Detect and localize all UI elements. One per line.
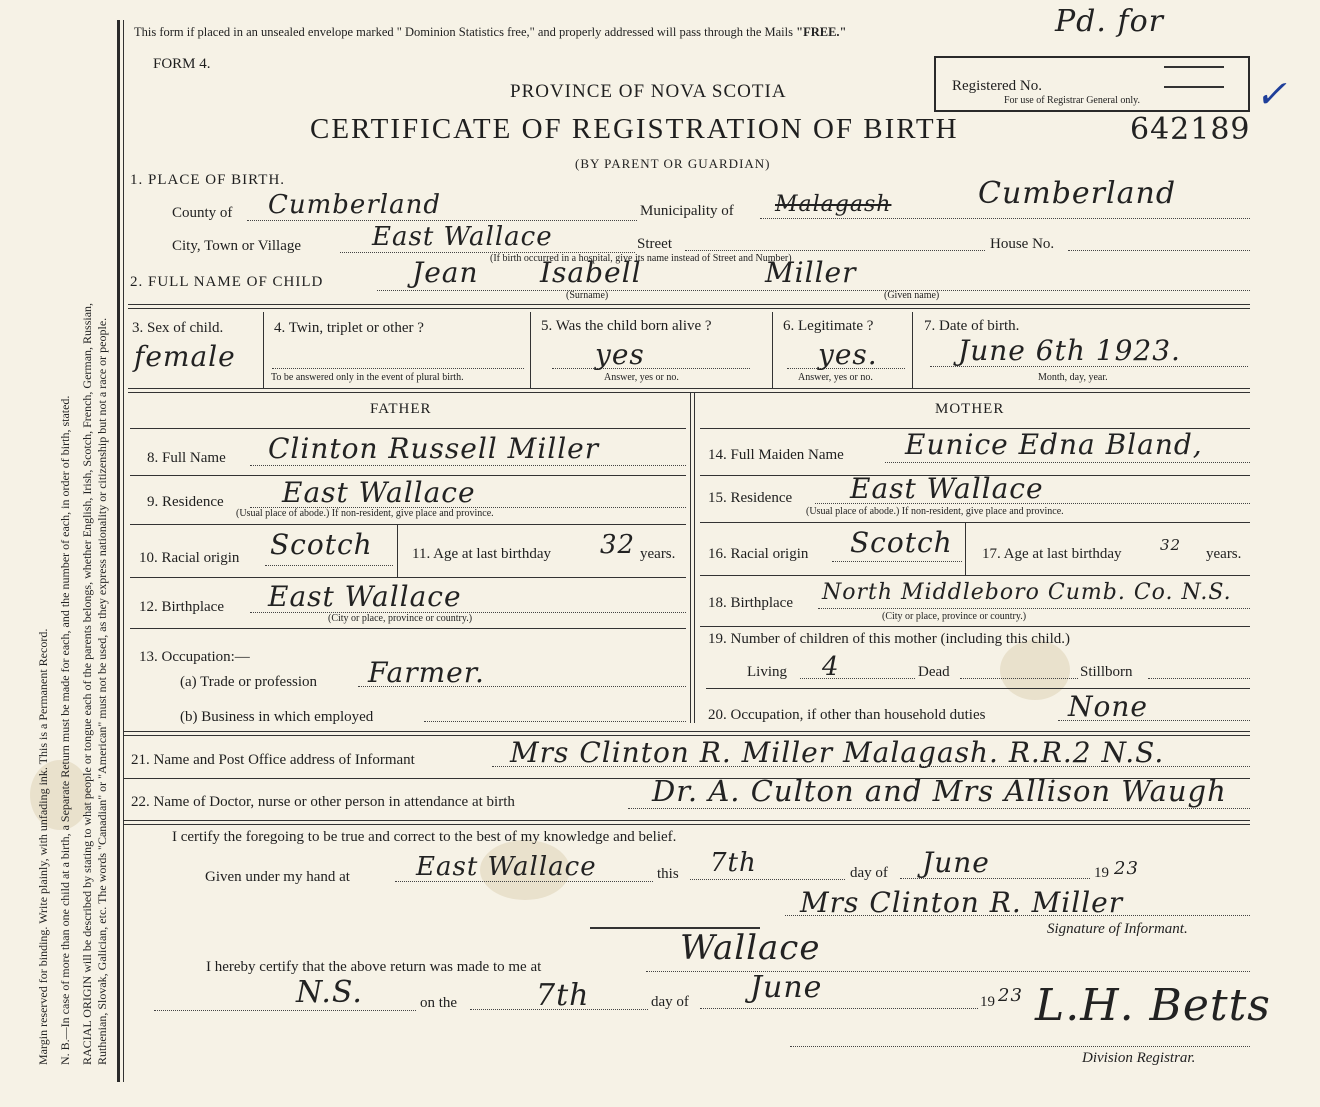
cert-month: June: [922, 846, 990, 879]
mother-occ-label: 20. Occupation, if other than household duties: [708, 707, 986, 723]
county-value: Cumberland: [268, 190, 441, 220]
father-years: years.: [640, 546, 676, 562]
registrar-month-line: [700, 1008, 978, 1009]
father-name-line: [250, 465, 686, 466]
mother-age-value: 32: [1160, 536, 1182, 554]
county-label: County of: [172, 205, 233, 221]
street-line: [685, 250, 985, 251]
business-line: [424, 721, 686, 722]
registrar-statement: I hereby certify that the above return was made to me at: [206, 959, 542, 975]
mother-age-label: 17. Age at last birthday: [982, 546, 1122, 562]
registrar-place: Wallace: [680, 928, 821, 968]
signature-line: [785, 915, 1250, 916]
father-racial-line: [265, 565, 393, 566]
twin-note: To be answered only in the event of plural birth.: [271, 372, 464, 383]
rule: [124, 824, 1250, 825]
registrar-month: June: [750, 970, 823, 1005]
mother-bp-note: (City or place, province or country.): [882, 611, 1027, 622]
on-the-label: on the: [420, 995, 458, 1011]
cert-statement: I certify the foregoing to be true and correct to the best of my knowledge and belief.: [172, 829, 677, 845]
twin-label: 4. Twin, triplet or other ?: [274, 320, 424, 336]
column-divider: [694, 393, 695, 723]
child-middle-name: Isabell: [540, 256, 642, 289]
province-title: PROVINCE OF NOVA SCOTIA: [510, 81, 787, 102]
registered-label: Registered No.: [952, 78, 1042, 94]
child-first-name: Jean: [412, 256, 479, 289]
informant-label: 21. Name and Post Office address of Informant: [131, 752, 415, 768]
father-res-note: (Usual place of abode.) If non-resident, give place and province.: [236, 508, 494, 519]
rule: [130, 628, 686, 629]
mother-years: years.: [1206, 546, 1242, 562]
col-divider: [912, 312, 913, 388]
living-label: Living: [747, 664, 787, 680]
stain: [1000, 640, 1070, 700]
children-label: 19. Number of children of this mother (including this child.): [708, 631, 1071, 647]
stillborn-label: Stillborn: [1080, 664, 1133, 680]
rule: [128, 388, 1250, 389]
rule: [128, 392, 1250, 393]
cell-divider: [397, 525, 398, 577]
informant-sig-label: Signature of Informant.: [1047, 921, 1188, 937]
column-divider: [690, 393, 691, 723]
page-title: CERTIFICATE OF REGISTRATION OF BIRTH: [310, 113, 959, 145]
rule: [128, 308, 1250, 309]
mother-name-label: 14. Full Maiden Name: [708, 447, 844, 463]
mother-bp-value: North Middleboro Cumb. Co. N.S.: [822, 580, 1232, 605]
father-bp-value: East Wallace: [268, 580, 462, 613]
registrar-place2: N.S.: [296, 975, 363, 1010]
father-heading: FATHER: [370, 401, 432, 417]
child-last-name: Miller: [765, 256, 857, 289]
alive-line: [552, 368, 750, 369]
municipality-label: Municipality of: [640, 203, 734, 219]
sex-label: 3. Sex of child.: [132, 320, 224, 336]
hospital-note: (If birth occurred in a hospital, give its name instead of Street and Number): [490, 253, 792, 264]
col-divider: [263, 312, 264, 388]
business-label: (b) Business in which employed: [180, 709, 374, 725]
subtitle: (BY PARENT OR GUARDIAN): [575, 156, 771, 171]
legit-value: yes.: [818, 338, 878, 371]
margin-rule-thin: [123, 20, 124, 1082]
cert-year-prefix: 19: [1094, 865, 1109, 881]
doctor-line: [628, 808, 1250, 809]
trade-label: (a) Trade or profession: [180, 674, 318, 690]
mother-res-note: (Usual place of abode.) If non-resident, give place and province.: [806, 506, 1064, 517]
mother-occ-value: None: [1068, 690, 1148, 723]
registrar-year-suffix: 23: [998, 985, 1023, 1006]
rule: [130, 428, 686, 429]
place-heading: 1. PLACE OF BIRTH.: [130, 172, 286, 188]
given-place-value: East Wallace: [416, 852, 597, 882]
rule: [130, 524, 686, 525]
struck-number: [1164, 66, 1224, 88]
mother-racial-line: [832, 561, 962, 562]
city-value: East Wallace: [372, 222, 553, 252]
surname-note: (Surname): [566, 290, 609, 301]
dob-label: 7. Date of birth.: [924, 318, 1020, 334]
mother-res-value: East Wallace: [850, 472, 1044, 505]
informant-value: Mrs Clinton R. Miller Malagash. R.R.2 N.S.: [510, 736, 1165, 769]
dob-value: June 6th 1923.: [958, 334, 1181, 367]
father-racial-label: 10. Racial origin: [139, 550, 240, 566]
rule: [706, 688, 1250, 689]
registrar-year-prefix: 19: [980, 994, 995, 1010]
rule: [700, 575, 1250, 576]
cert-day-of-label: day of: [850, 865, 888, 881]
col-divider: [772, 312, 773, 388]
rule: [700, 522, 1250, 523]
given-label: Given under my hand at: [205, 869, 350, 885]
mother-name-line: [885, 462, 1250, 463]
father-res-label: 9. Residence: [147, 494, 224, 510]
street-label: Street: [637, 236, 672, 252]
side-note-3: RACIAL ORIGIN will be described by stating to what people or tongue each of the parents belongs, whether English, Irish, Scotch, French, German, Russian,: [80, 302, 94, 1065]
city-label: City, Town or Village: [172, 238, 302, 254]
mother-racial-label: 16. Racial origin: [708, 546, 809, 562]
father-racial-value: Scotch: [270, 528, 373, 561]
mother-bp-label: 18. Birthplace: [708, 595, 793, 611]
father-name-value: Clinton Russell Miller: [268, 432, 600, 465]
living-value: 4: [822, 652, 840, 682]
rule: [130, 577, 686, 578]
rule: [700, 626, 1250, 627]
alive-value: yes: [595, 338, 645, 371]
sex-value: female: [134, 340, 236, 373]
rule: [124, 820, 1250, 821]
side-note-1: Margin reserved for binding. Write plainly, with unfading ink. This is a Permanent Record.: [36, 628, 50, 1065]
father-bp-note: (City or place, province or country.): [328, 613, 473, 624]
registrar-place2-line: [154, 1010, 416, 1011]
father-bp-label: 12. Birthplace: [139, 599, 224, 615]
child-name-line: [377, 290, 1250, 291]
child-name-label: 2. FULL NAME OF CHILD: [130, 274, 324, 290]
living-line: [800, 678, 915, 679]
corner-note: Pd. for: [1055, 4, 1164, 39]
trade-value: Farmer.: [368, 656, 485, 689]
rule: [128, 304, 1250, 305]
mother-name-value: Eunice Edna Bland,: [905, 428, 1203, 461]
legit-note: Answer, yes or no.: [798, 372, 873, 383]
twin-line: [272, 368, 524, 369]
given-note: (Given name): [884, 290, 940, 301]
mother-heading: MOTHER: [935, 401, 1005, 417]
father-name-label: 8. Full Name: [147, 450, 226, 466]
legit-label: 6. Legitimate ?: [783, 318, 874, 334]
registrar-day-of-label: day of: [651, 994, 689, 1010]
registrar-signature: L.H. Betts: [1035, 980, 1271, 1031]
registered-box: [934, 56, 1250, 112]
registrar-day: 7th: [536, 978, 590, 1013]
house-label: House No.: [990, 236, 1055, 252]
municipality-value: Cumberland: [978, 176, 1177, 211]
cell-divider: [965, 523, 966, 575]
mail-notice: This form if placed in an unsealed envelope marked " Dominion Statistics free," and properly addressed will pass through the Mails "FREE.": [134, 25, 847, 39]
mother-racial-value: Scotch: [850, 526, 953, 559]
father-age-label: 11. Age at last birthday: [412, 546, 551, 562]
registrar-place-line: [646, 971, 1250, 972]
cert-day: 7th: [710, 848, 757, 878]
dead-line: [960, 678, 1078, 679]
side-note-2: N. B.—In case of more than one child at a birth, a Separate Return must be made for each, and the number of each, in order of birth, stated.: [58, 395, 72, 1065]
father-occ-label: 13. Occupation:—: [139, 649, 250, 665]
father-res-value: East Wallace: [282, 476, 476, 509]
side-note-4: Ruthenian, Slovak, Galician, etc. The words "Canadian" or "American" must not be used, as they express nationality or citizenship but not a race or people.: [95, 317, 109, 1065]
certificate-number: 642189: [1130, 112, 1251, 147]
doctor-label: 22. Name of Doctor, nurse or other person in attendance at birth: [131, 794, 515, 810]
house-line: [1068, 250, 1250, 251]
county-line: [247, 220, 637, 221]
alive-label: 5. Was the child born alive ?: [541, 318, 712, 334]
dob-note: Month, day, year.: [1038, 372, 1108, 383]
father-age-value: 32: [600, 530, 636, 560]
municipality-line: [760, 218, 1250, 219]
rule: [124, 731, 1250, 732]
cert-year-suffix: 23: [1114, 858, 1139, 879]
alive-note: Answer, yes or no.: [604, 372, 679, 383]
stillborn-line: [1148, 678, 1250, 679]
mother-bp-line: [818, 608, 1250, 609]
dead-label: Dead: [918, 664, 950, 680]
informant-signature: Mrs Clinton R. Miller: [800, 886, 1124, 919]
this-label: this: [657, 866, 679, 882]
form-number: FORM 4.: [153, 56, 211, 72]
registered-note: For use of Registrar General only.: [1004, 95, 1140, 106]
municipality-struck: Malagash: [775, 192, 892, 217]
margin-rule: [117, 20, 120, 1082]
check-mark: ✓: [1255, 72, 1288, 116]
doctor-value: Dr. A. Culton and Mrs Allison Waugh: [652, 774, 1227, 808]
registrar-sig-line: [790, 1046, 1250, 1047]
day-line: [690, 879, 845, 880]
col-divider: [530, 312, 531, 388]
mother-res-label: 15. Residence: [708, 490, 793, 506]
registrar-sig-label: Division Registrar.: [1082, 1050, 1196, 1066]
